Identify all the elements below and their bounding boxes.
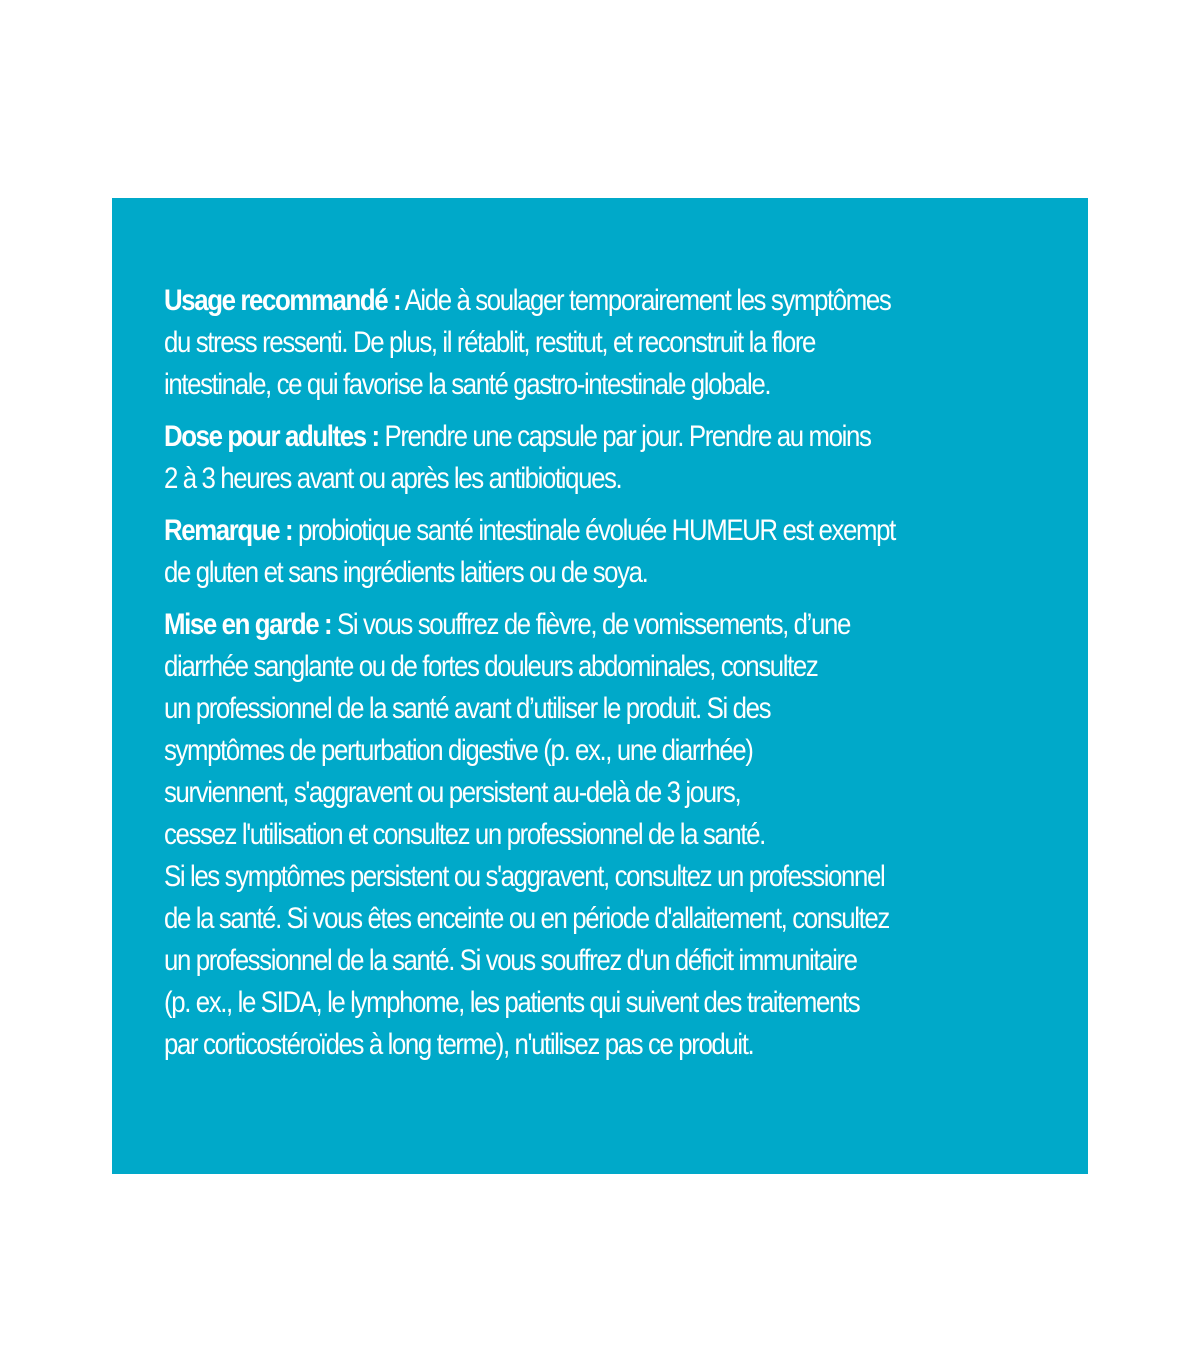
warning-line-7: Si les symptômes persistent ou s'aggravent, consultez un professionnel — [164, 860, 885, 893]
warning-line-11: par corticostéroïdes à long terme), n'utilisez pas ce produit. — [164, 1028, 754, 1061]
usage-section — [164, 280, 1048, 406]
warning-line-9: un professionnel de la santé. Si vous souffrez d'un déficit immunitaire — [164, 944, 857, 977]
dose-line-2: 2 à 3 heures avant ou après les antibiotiques. — [164, 462, 622, 495]
usage-text-1: Aide à soulager temporairement les symptômes — [400, 284, 891, 317]
usage-line-2: du stress ressenti. De plus, il rétablit, restitut, et reconstruit la flore — [164, 326, 816, 359]
warning-text-1: Si vous souffrez de fièvre, de vomissements, d’une — [331, 608, 850, 641]
warning-line-10: (p. ex., le SIDA, le lymphome, les patients qui suivent des traitements — [164, 986, 860, 1019]
warning-line-3: un professionnel de la santé avant d’utiliser le produit. Si des — [164, 692, 771, 725]
warning-line-1 — [164, 604, 924, 646]
remark-section — [164, 510, 1048, 594]
dose-label: Dose pour adultes : — [164, 420, 379, 453]
warning-section — [164, 604, 1048, 1066]
warning-label: Mise en garde : — [164, 608, 332, 641]
remark-text-1: probiotique santé intestinale évoluée HUMEUR est exempt — [292, 514, 895, 547]
dose-text-1: Prendre une capsule par jour. Prendre au moins — [378, 420, 871, 453]
usage-line-1 — [164, 280, 924, 322]
remark-label: Remarque : — [164, 514, 293, 547]
remark-line-2: de gluten et sans ingrédients laitiers ou de soya. — [164, 556, 648, 589]
dose-section — [164, 416, 1048, 500]
dose-line-1 — [164, 416, 924, 458]
warning-line-4: symptômes de perturbation digestive (p. ex., une diarrhée) — [164, 734, 753, 767]
usage-line-3: intestinale, ce qui favorise la santé gastro-intestinale globale. — [164, 368, 771, 401]
warning-line-2: diarrhée sanglante ou de fortes douleurs abdominales, consultez — [164, 650, 818, 683]
warning-line-5: surviennent, s'aggravent ou persistent au-delà de 3 jours, — [164, 776, 741, 809]
remark-line-1 — [164, 510, 924, 552]
warning-line-6: cessez l'utilisation et consultez un professionnel de la santé. — [164, 818, 765, 851]
warning-line-8: de la santé. Si vous êtes enceinte ou en période d'allaitement, consultez — [164, 902, 889, 935]
usage-label: Usage recommandé : — [164, 284, 401, 317]
info-panel — [112, 198, 1088, 1174]
